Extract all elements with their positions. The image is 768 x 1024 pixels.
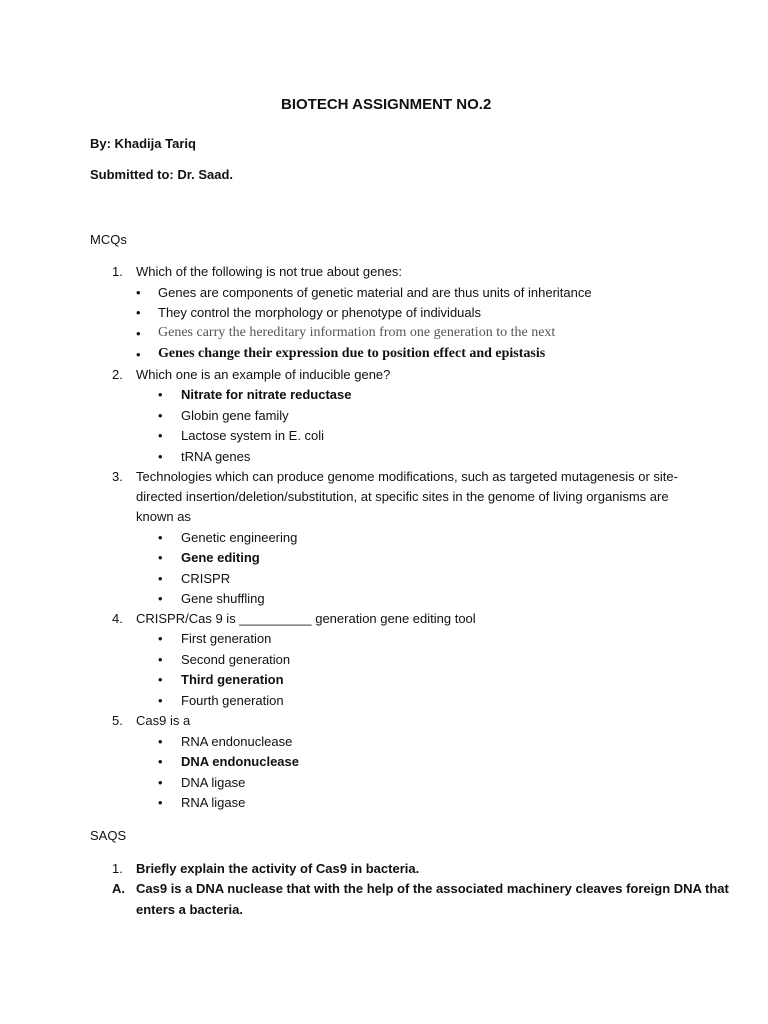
bullet-icon: •	[136, 305, 141, 320]
bullet-icon: •	[136, 347, 141, 362]
option-text: Genes change their expression due to position effect and epistasis	[158, 346, 546, 361]
saq-answer-label: A.	[112, 881, 125, 896]
option-text: They control the morphology or phenotype of individuals	[158, 305, 482, 320]
option-text: Third generation	[181, 672, 284, 687]
saq-question-number: 1.	[112, 861, 123, 876]
option-text: Genetic engineering	[181, 530, 298, 545]
saq-answer-text: Cas9 is a DNA nuclease that with the help of the associated machinery cleaves foreign DNA that	[136, 881, 729, 896]
bullet-icon: •	[158, 652, 163, 667]
bullet-icon: •	[158, 631, 163, 646]
bullet-icon: •	[158, 775, 163, 790]
option-text: Genes carry the hereditary information from one generation to the next	[158, 325, 556, 340]
question-text: Which of the following is not true about genes:	[136, 264, 402, 279]
option-text: CRISPR	[181, 571, 231, 586]
question-text: Technologies which can produce genome modifications, such as targeted mutagenesis or site-	[136, 469, 678, 484]
bullet-icon: •	[158, 795, 163, 810]
bullet-icon: •	[158, 449, 163, 464]
mcq-heading: MCQs	[90, 232, 127, 247]
question-number: 1.	[112, 264, 123, 279]
option-text: RNA endonuclease	[181, 734, 293, 749]
option-text: DNA ligase	[181, 775, 246, 790]
submitted-to-line: Submitted to: Dr. Saad.	[90, 167, 234, 182]
bullet-icon: •	[158, 387, 163, 402]
bullet-icon: •	[158, 591, 163, 606]
option-text: Globin gene family	[181, 408, 289, 423]
question-text: CRISPR/Cas 9 is __________ generation gene editing tool	[136, 611, 476, 626]
question-text: directed insertion/deletion/substitution, at specific sites in the genome of living organisms are	[136, 489, 669, 504]
option-text: Gene shuffling	[181, 591, 265, 606]
bullet-icon: •	[158, 428, 163, 443]
option-text: Fourth generation	[181, 693, 284, 708]
option-text: Nitrate for nitrate reductase	[181, 387, 352, 402]
question-number: 4.	[112, 611, 123, 626]
question-text: Cas9 is a	[136, 713, 191, 728]
question-text: known as	[136, 509, 191, 524]
bullet-icon: •	[158, 672, 163, 687]
bullet-icon: •	[158, 734, 163, 749]
bullet-icon: •	[136, 285, 141, 300]
bullet-icon: •	[158, 754, 163, 769]
option-text: Second generation	[181, 652, 291, 667]
bullet-icon: •	[136, 326, 141, 341]
bullet-icon: •	[158, 571, 163, 586]
option-text: DNA endonuclease	[181, 754, 299, 769]
option-text: tRNA genes	[181, 449, 251, 464]
option-text: RNA ligase	[181, 795, 246, 810]
bullet-icon: •	[158, 408, 163, 423]
option-text: First generation	[181, 631, 272, 646]
bullet-icon: •	[158, 693, 163, 708]
option-text: Lactose system in E. coli	[181, 428, 325, 443]
bullet-icon: •	[158, 530, 163, 545]
bullet-icon: •	[158, 550, 163, 565]
question-number: 3.	[112, 469, 123, 484]
question-text: Which one is an example of inducible gene?	[136, 367, 391, 382]
saq-question-text: Briefly explain the activity of Cas9 in bacteria.	[136, 861, 420, 876]
author-line: By: Khadija Tariq	[90, 136, 196, 151]
saq-answer-text: enters a bacteria.	[136, 902, 243, 917]
option-text: Genes are components of genetic material and are thus units of inheritance	[158, 285, 592, 300]
option-text: Gene editing	[181, 550, 260, 565]
saq-heading: SAQS	[90, 828, 127, 843]
question-number: 5.	[112, 713, 123, 728]
document-title: BIOTECH ASSIGNMENT NO.2	[281, 96, 492, 113]
question-number: 2.	[112, 367, 123, 382]
